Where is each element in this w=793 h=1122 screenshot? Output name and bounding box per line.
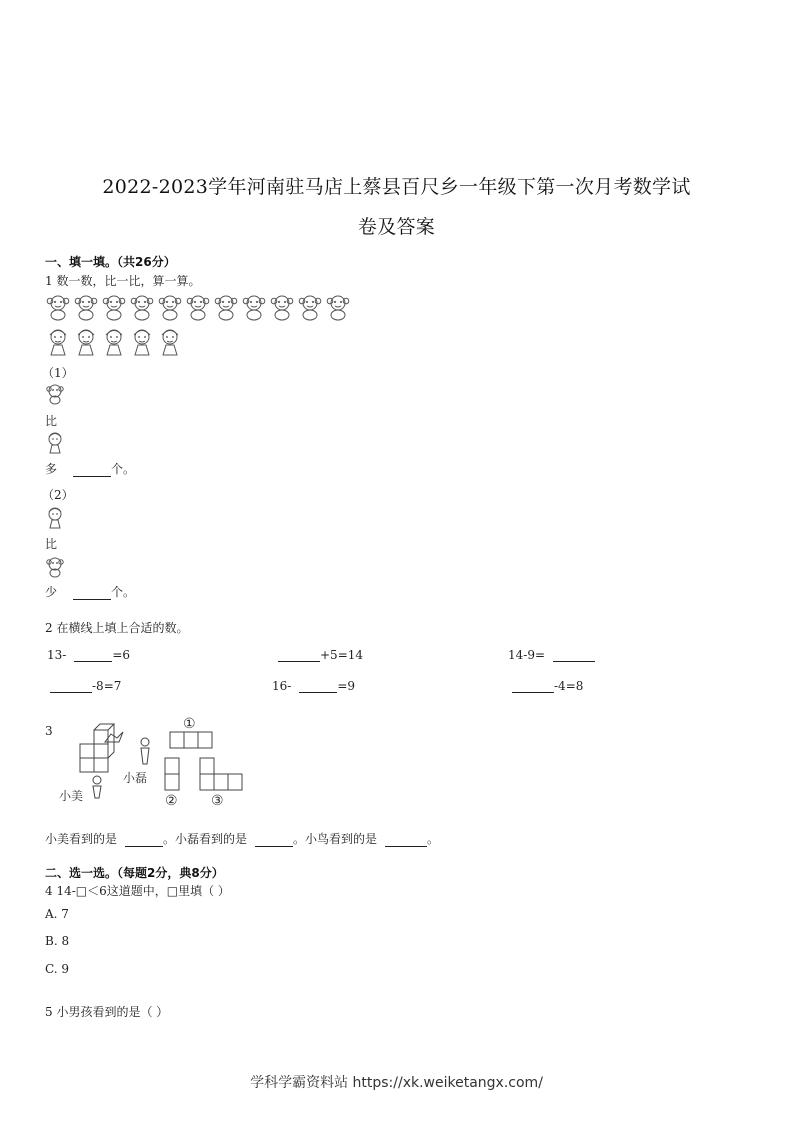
- q2-item-pre: 16-: [272, 679, 292, 693]
- monkey-icon: [129, 293, 157, 325]
- doll-icon: [129, 327, 157, 361]
- monkey-figure: [45, 293, 71, 321]
- doll-icon: [45, 327, 73, 361]
- q3-text-3: 。小鸟看到的是: [293, 832, 378, 846]
- q1-part1-prefix: 多: [45, 462, 58, 476]
- q4-prompt: 4 14-□＜6这道题中，□里填（ ）: [45, 884, 230, 898]
- q2-item-5: [272, 679, 355, 693]
- doll-icon: [45, 431, 65, 455]
- q1-part1-blank[interactable]: [73, 464, 111, 477]
- q2-prompt: 2 在横线上填上合适的数。: [45, 621, 189, 635]
- q3-number: 3: [45, 724, 53, 738]
- q2-item-post: -4=8: [554, 679, 584, 693]
- label-circle-1: ①: [183, 716, 196, 732]
- monkey-icon: [325, 293, 353, 325]
- q1-prompt: 1 数一数，比一比，算一算。: [45, 274, 201, 288]
- monkey-figure: [45, 383, 65, 405]
- q2-blank[interactable]: [299, 680, 337, 693]
- monkey-icon: [157, 293, 185, 325]
- q2-blank[interactable]: [553, 649, 595, 662]
- q2-item-pre: 13-: [47, 648, 67, 662]
- q3-text-2: 。小磊看到的是: [163, 832, 248, 846]
- label-xiaomei: 小美: [59, 789, 84, 803]
- q2-item-post: +5=14: [320, 648, 364, 662]
- doll-figure: [157, 327, 183, 357]
- q2-item-1: [47, 648, 130, 662]
- q4-option-c[interactable]: C. 9: [45, 962, 70, 976]
- q1-part2-suffix: 个。: [111, 585, 136, 599]
- q4-option-a[interactable]: A. 7: [45, 907, 69, 921]
- monkey-figure: [185, 293, 211, 321]
- q3-text-1: 小美看到的是: [45, 832, 118, 846]
- q2-item-6: [512, 679, 583, 693]
- q1-part2-answer: [45, 583, 135, 600]
- q1-part2-bi: 比: [45, 537, 58, 551]
- q3-figure: [55, 712, 250, 812]
- q2-item-2: [278, 648, 363, 662]
- q1-part2-label: （2）: [42, 488, 74, 502]
- monkey-icon: [213, 293, 241, 325]
- q2-item-post: =6: [112, 648, 131, 662]
- q2-item-3: [508, 648, 595, 662]
- monkey-icon: [269, 293, 297, 325]
- footer-watermark: 学科学霸资料站 https://xk.weiketangx.com/: [250, 1075, 543, 1091]
- monkey-figure: [213, 293, 239, 321]
- section1-heading: 一、填一填。（共26分）: [45, 255, 176, 269]
- doll-figure: [129, 327, 155, 357]
- doll-figure: [45, 431, 65, 455]
- doc-title-line2: 卷及答案: [357, 216, 436, 238]
- q3-text-4: 。: [427, 832, 440, 846]
- monkey-figure: [157, 293, 183, 321]
- section2-heading: 二、选一选。（每题2分，典8分）: [45, 866, 224, 880]
- monkey-picture-row: [45, 293, 355, 323]
- doc-title-line1: 2022-2023学年河南驻马店上蔡县百尺乡一年级下第一次月考数学试: [102, 176, 691, 198]
- q2-item-post: -8=7: [92, 679, 122, 693]
- q3-figure-drawing: [55, 712, 250, 812]
- monkey-figure: [45, 556, 65, 578]
- doll-figure: [73, 327, 99, 357]
- monkey-icon: [45, 383, 65, 405]
- q1-part1-bi: 比: [45, 414, 58, 428]
- doll-figure: [45, 506, 65, 530]
- label-circle-2: ②: [165, 793, 178, 809]
- q2-blank[interactable]: [50, 680, 92, 693]
- q1-part2-blank[interactable]: [73, 587, 111, 600]
- doll-icon: [101, 327, 129, 361]
- q5-prompt: 5 小男孩看到的是（ ）: [45, 1005, 169, 1019]
- monkey-figure: [269, 293, 295, 321]
- q1-part1-answer: [45, 460, 135, 477]
- monkey-figure: [73, 293, 99, 321]
- q1-part1-suffix: 个。: [111, 462, 136, 476]
- monkey-icon: [185, 293, 213, 325]
- q2-item-pre: 14-9=: [508, 648, 546, 662]
- doll-figure: [101, 327, 127, 357]
- q3-answer-line: [45, 830, 439, 847]
- q3-blank-2[interactable]: [255, 834, 293, 847]
- label-xiaolei: 小磊: [123, 771, 148, 785]
- q2-blank[interactable]: [74, 649, 112, 662]
- monkey-figure: [297, 293, 323, 321]
- monkey-icon: [101, 293, 129, 325]
- monkey-icon: [45, 293, 73, 325]
- q3-blank-1[interactable]: [125, 834, 163, 847]
- q4-option-b[interactable]: B. 8: [45, 934, 70, 948]
- q3-blank-3[interactable]: [385, 834, 427, 847]
- monkey-figure: [101, 293, 127, 321]
- monkey-figure: [241, 293, 267, 321]
- label-circle-3: ③: [211, 793, 224, 809]
- q2-item-4: [50, 679, 121, 693]
- q2-blank[interactable]: [278, 649, 320, 662]
- doll-icon: [45, 506, 65, 530]
- monkey-icon: [297, 293, 325, 325]
- doll-picture-row: [45, 327, 195, 359]
- monkey-figure: [129, 293, 155, 321]
- q2-blank[interactable]: [512, 680, 554, 693]
- doll-figure: [45, 327, 71, 357]
- monkey-figure: [325, 293, 351, 321]
- q1-part1-label: （1）: [42, 366, 74, 380]
- doll-icon: [157, 327, 185, 361]
- monkey-icon: [45, 556, 65, 578]
- monkey-icon: [241, 293, 269, 325]
- monkey-icon: [73, 293, 101, 325]
- q2-item-post: =9: [337, 679, 356, 693]
- doll-icon: [73, 327, 101, 361]
- q1-part2-prefix: 少: [45, 585, 58, 599]
